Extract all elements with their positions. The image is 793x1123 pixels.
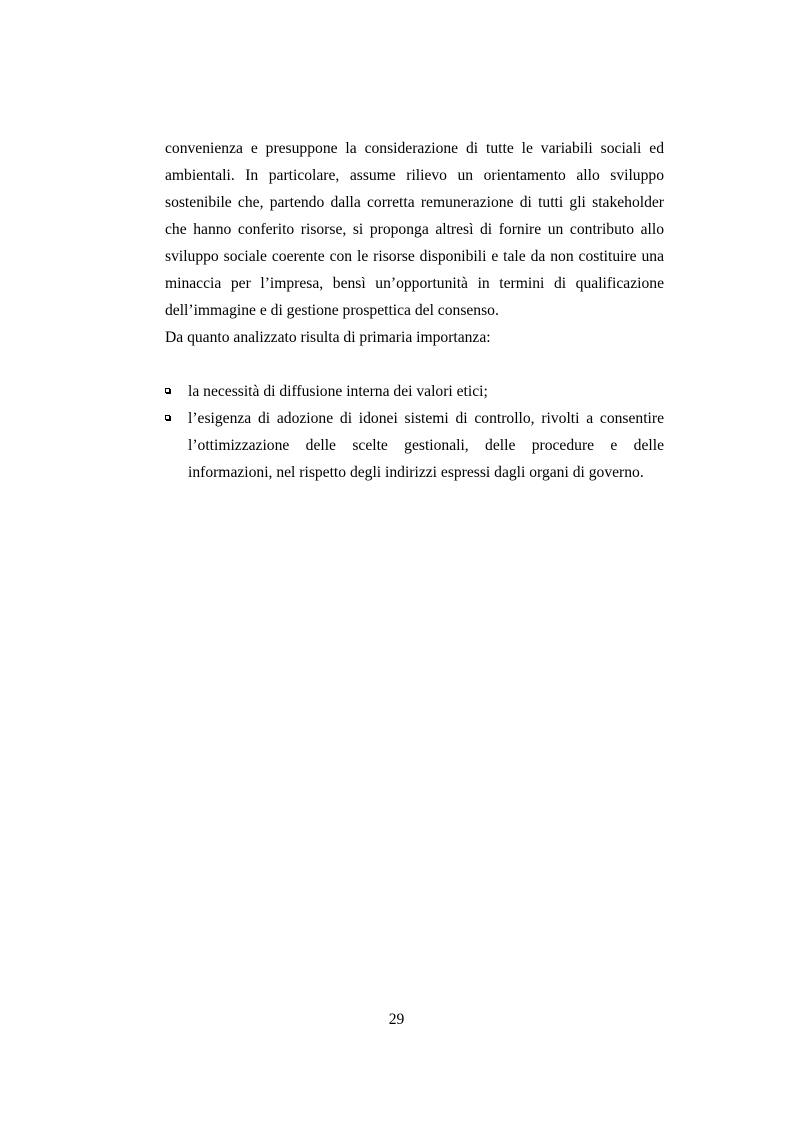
page-number: 29 <box>388 1011 405 1028</box>
spacer <box>165 351 664 378</box>
bullet-line: l’esigenza di adozione di idonei sistemi di controllo, rivolti a consentire <box>188 410 664 427</box>
bullet-line: la necessità di diffusione interna dei valori etici; <box>188 383 488 400</box>
paragraph-line: ambientali. In particolare, assume rilievo un orientamento allo sviluppo <box>165 167 664 184</box>
paragraph <box>165 135 664 324</box>
paragraph-line: sostenibile che, partendo dalla corretta remunerazione di tutti gli stakeholder <box>165 194 664 211</box>
bullet-item <box>165 378 664 405</box>
paragraph-line: che hanno conferito risorse, si proponga altresì di fornire un contributo allo <box>165 221 664 238</box>
bullet-list <box>165 378 664 486</box>
bullet-line: informazioni, nel rispetto degli indirizzi espressi dagli organi di governo. <box>188 464 644 481</box>
paragraph-line: minaccia per l’impresa, bensì un’opportunità in termini di qualificazione <box>165 275 664 292</box>
square-bullet-icon <box>165 388 170 393</box>
bullet-item <box>165 405 664 486</box>
square-bullet-icon <box>165 415 170 420</box>
paragraph-line: convenienza e presuppone la considerazione di tutte le variabili sociali ed <box>165 140 664 157</box>
paragraph-line: dell’immagine e di gestione prospettica del consenso. <box>165 302 499 319</box>
paragraph-line: sviluppo sociale coerente con le risorse disponibili e tale da non costituire una <box>165 248 664 265</box>
body-text <box>165 135 664 486</box>
bullet-line: l’ottimizzazione delle scelte gestionali, delle procedure e delle <box>188 437 664 454</box>
intro-line: Da quanto analizzato risulta di primaria importanza: <box>165 329 491 346</box>
